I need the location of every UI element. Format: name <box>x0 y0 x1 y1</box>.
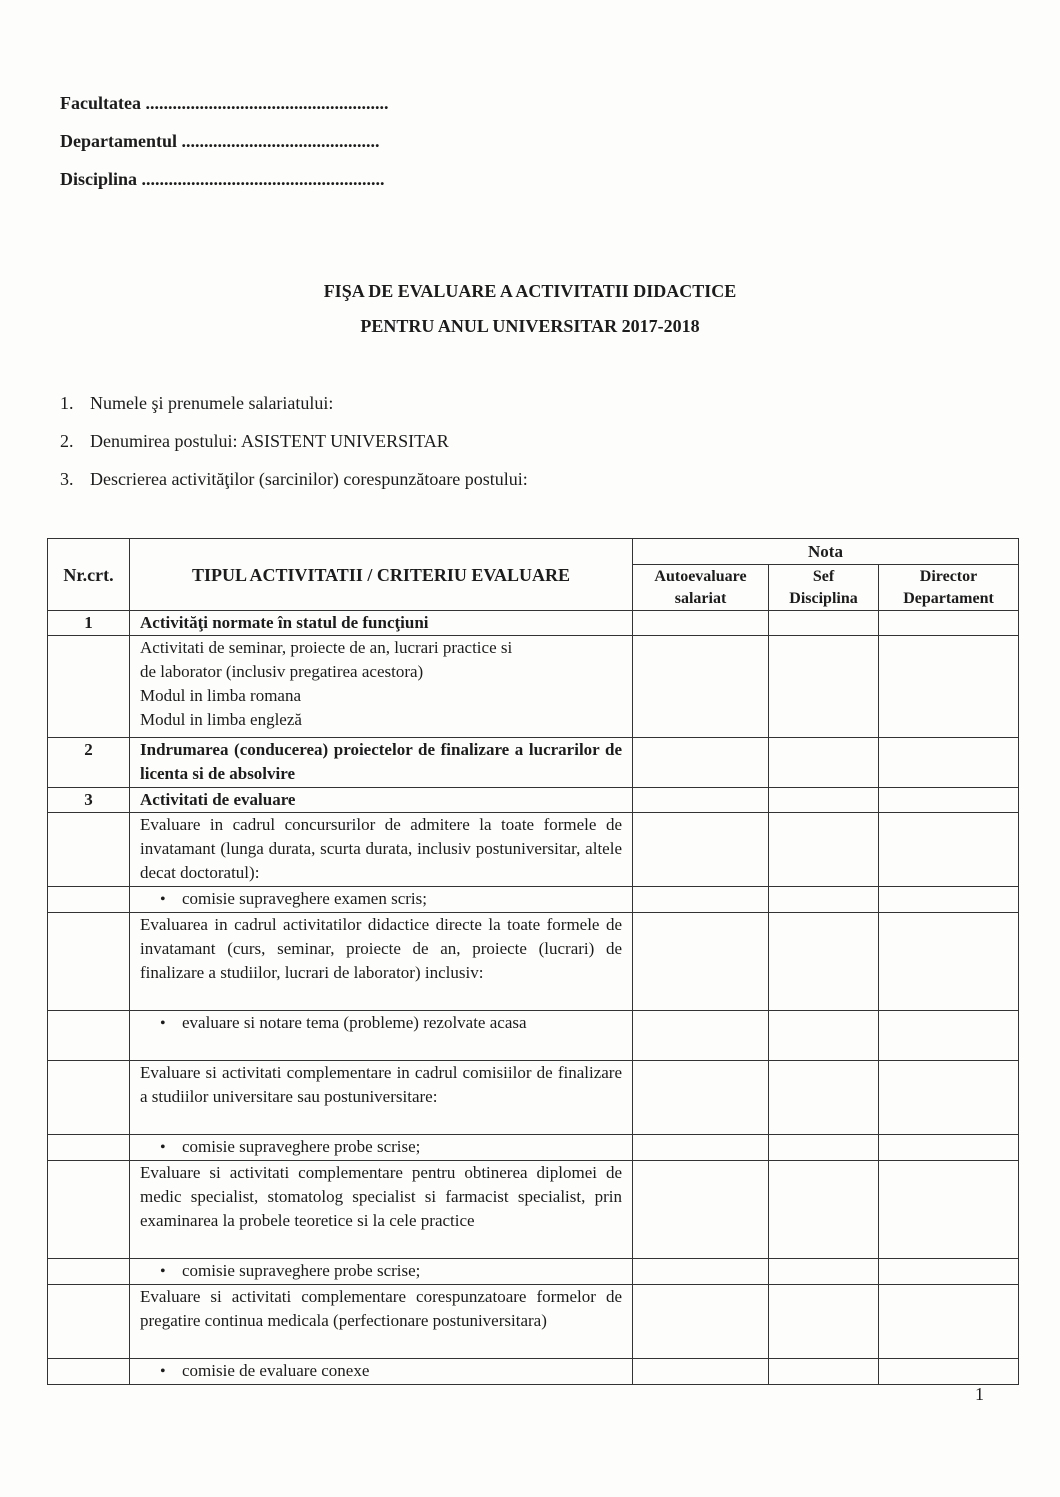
score-cell[interactable] <box>633 813 769 887</box>
table-row <box>48 788 1019 813</box>
table-row <box>48 1259 1019 1285</box>
header-activity-type: TIPUL ACTIVITATII / CRITERIU EVALUARE <box>130 539 633 611</box>
score-cell[interactable] <box>879 611 1019 636</box>
score-cell[interactable] <box>879 813 1019 887</box>
row-number <box>48 813 130 887</box>
table-row <box>48 611 1019 636</box>
row-number <box>48 1161 130 1259</box>
info-item-number: 2. <box>60 431 74 451</box>
score-cell[interactable] <box>769 611 879 636</box>
table-row <box>48 636 1019 738</box>
document-subtitle: PENTRU ANUL UNIVERSITAR 2017-2018 <box>360 316 700 336</box>
score-cell[interactable] <box>879 788 1019 813</box>
score-cell[interactable] <box>633 1359 769 1385</box>
header-fields <box>60 92 388 206</box>
table-row <box>48 1359 1019 1385</box>
info-item-position <box>60 430 528 468</box>
row-activity: • comisie supraveghere probe scrise; <box>130 1135 633 1161</box>
table-row <box>48 913 1019 1011</box>
score-cell[interactable] <box>633 636 769 738</box>
score-cell[interactable] <box>769 1259 879 1285</box>
score-cell[interactable] <box>879 1135 1019 1161</box>
score-cell[interactable] <box>879 1285 1019 1359</box>
info-item-number: 3. <box>60 469 74 489</box>
score-cell[interactable] <box>879 887 1019 913</box>
header-nota: Nota <box>633 539 1019 565</box>
score-cell[interactable] <box>633 1061 769 1135</box>
row-activity: Activităţi normate în statul de funcţiuni <box>130 611 633 636</box>
row-number <box>48 913 130 1011</box>
table-row <box>48 1161 1019 1259</box>
row-number <box>48 1061 130 1135</box>
row-activity: Activitati de evaluare <box>130 788 633 813</box>
info-item-text: Denumirea postului: <box>90 431 238 451</box>
header-self-evaluation: Autoevaluare salariat <box>633 565 769 611</box>
table-row <box>48 1061 1019 1135</box>
table-row <box>48 1011 1019 1061</box>
row-activity: • comisie supraveghere examen scris; <box>130 887 633 913</box>
score-cell[interactable] <box>769 887 879 913</box>
discipline-field: Disciplina ...................................................... <box>60 169 385 189</box>
page-number: 1 <box>975 1384 984 1404</box>
row-number <box>48 1259 130 1285</box>
score-cell[interactable] <box>633 1285 769 1359</box>
table-row <box>48 1285 1019 1359</box>
score-cell[interactable] <box>879 1359 1019 1385</box>
table-row <box>48 1135 1019 1161</box>
row-activity: Evaluare si activitati complementare pentru obtinerea diplomei de medic specialist, stomatolog specialist si farmacist specialist, prin examinarea la probele teoretice si la cele practice <box>130 1161 633 1259</box>
score-cell[interactable] <box>769 1285 879 1359</box>
score-cell[interactable] <box>879 636 1019 738</box>
row-number: 1 <box>48 611 130 636</box>
score-cell[interactable] <box>633 1161 769 1259</box>
score-cell[interactable] <box>769 738 879 788</box>
row-activity: • comisie supraveghere probe scrise; <box>130 1259 633 1285</box>
score-cell[interactable] <box>769 1011 879 1061</box>
row-activity: Indrumarea (conducerea) proiectelor de finalizare a lucrarilor de licenta si de absolvire <box>130 738 633 788</box>
info-item-name <box>60 392 528 430</box>
score-cell[interactable] <box>879 1161 1019 1259</box>
score-cell[interactable] <box>769 1161 879 1259</box>
row-activity: Activitati de seminar, proiecte de an, lucrari practice si de laborator (inclusiv pregatirea acestora) Modul in limba romana Modul in limba engleză <box>130 636 633 738</box>
score-cell[interactable] <box>633 1259 769 1285</box>
row-activity: Evaluare in cadrul concursurilor de admitere la toate formele de invatamant (lunga durata, scurta durata, inclusiv postuniversitar, altele decat doctoratul): <box>130 813 633 887</box>
score-cell[interactable] <box>633 1135 769 1161</box>
score-cell[interactable] <box>633 611 769 636</box>
score-cell[interactable] <box>633 1011 769 1061</box>
score-cell[interactable] <box>633 913 769 1011</box>
table-row <box>48 738 1019 788</box>
info-item-description <box>60 468 528 506</box>
table-row <box>48 887 1019 913</box>
row-activity: • evaluare si notare tema (probleme) rezolvate acasa <box>130 1011 633 1061</box>
score-cell[interactable] <box>879 913 1019 1011</box>
score-cell[interactable] <box>769 913 879 1011</box>
score-cell[interactable] <box>769 636 879 738</box>
row-number: 3 <box>48 788 130 813</box>
score-cell[interactable] <box>633 887 769 913</box>
score-cell[interactable] <box>769 1061 879 1135</box>
header-head-discipline: Sef Disciplina <box>769 565 879 611</box>
department-field: Departamentul ............................................ <box>60 131 380 151</box>
score-cell[interactable] <box>769 813 879 887</box>
document-title: FIŞA DE EVALUARE A ACTIVITATII DIDACTICE <box>323 281 737 301</box>
table-row <box>48 813 1019 887</box>
row-activity: Evaluare si activitati complementare corespunzatoare formelor de pregatire continua medicala (perfectionare postuniversitara) <box>130 1285 633 1359</box>
score-cell[interactable] <box>769 788 879 813</box>
row-number <box>48 1285 130 1359</box>
info-list <box>60 392 528 506</box>
row-number <box>48 636 130 738</box>
score-cell[interactable] <box>769 1135 879 1161</box>
row-activity: Evaluare si activitati complementare in cadrul comisiilor de finalizare a studiilor universitare sau postuniversitare: <box>130 1061 633 1135</box>
row-number <box>48 1011 130 1061</box>
info-item-number: 1. <box>60 393 74 413</box>
position-value: ASISTENT UNIVERSITAR <box>241 431 449 451</box>
row-number <box>48 887 130 913</box>
info-item-text: Numele şi prenumele salariatului: <box>90 393 334 413</box>
row-number: 2 <box>48 738 130 788</box>
row-activity: Evaluarea in cadrul activitatilor didactice directe la toate formele de invatamant (curs, seminar, proiecte de an, proiecte (lucrari) de finalizare a studiilor, lucrari de laborator) inclusiv: <box>130 913 633 1011</box>
score-cell[interactable] <box>633 738 769 788</box>
info-item-text: Descrierea activităţilor (sarcinilor) corespunzătoare postului: <box>90 469 528 489</box>
score-cell[interactable] <box>879 1011 1019 1061</box>
row-activity: • comisie de evaluare conexe <box>130 1359 633 1385</box>
faculty-field: Facultatea ...................................................... <box>60 93 389 113</box>
evaluation-table <box>47 538 1019 1385</box>
score-cell[interactable] <box>879 1061 1019 1135</box>
score-cell[interactable] <box>879 738 1019 788</box>
header-department-director: Director Departament <box>879 565 1019 611</box>
score-cell[interactable] <box>633 788 769 813</box>
row-number <box>48 1135 130 1161</box>
score-cell[interactable] <box>769 1359 879 1385</box>
row-number <box>48 1359 130 1385</box>
score-cell[interactable] <box>879 1259 1019 1285</box>
header-nr: Nr.crt. <box>48 539 130 611</box>
